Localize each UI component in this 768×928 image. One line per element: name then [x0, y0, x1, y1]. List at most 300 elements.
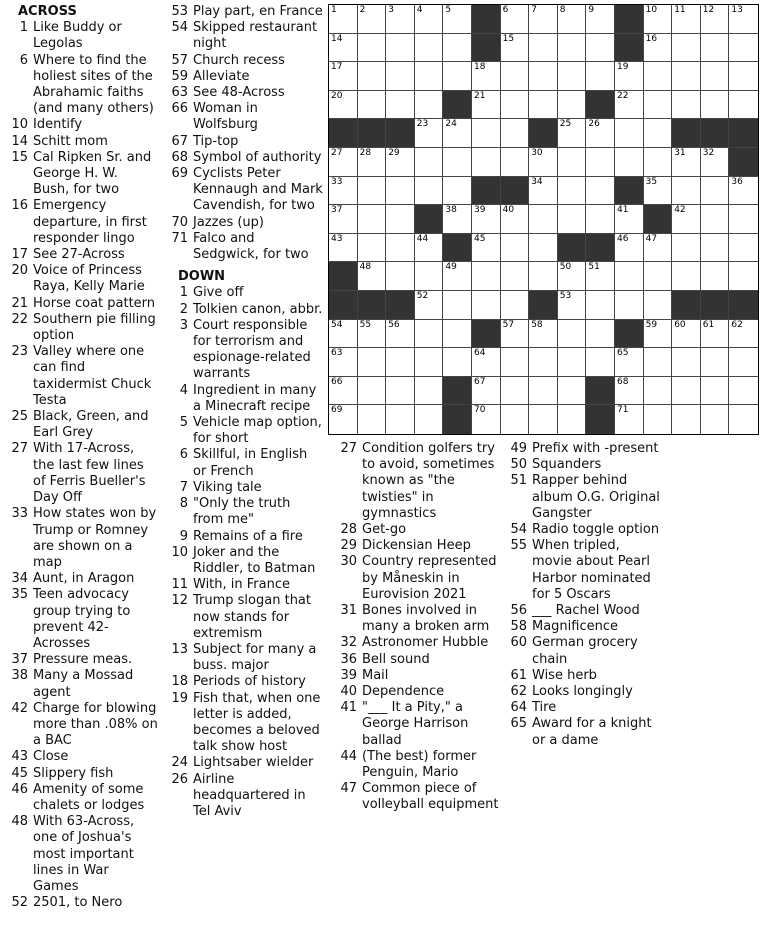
grid-cell[interactable]	[729, 62, 758, 91]
clue-text: Fish that, when one letter is added, becomes a beloved talk show host	[193, 690, 321, 755]
clue-number: 37	[11, 652, 28, 668]
across-clue-23[interactable]	[6, 344, 158, 409]
grid-cell[interactable]	[729, 320, 758, 349]
grid-cell[interactable]	[443, 177, 472, 206]
across-clue-69[interactable]	[166, 166, 324, 215]
grid-cell[interactable]	[501, 119, 530, 148]
across-clue-25[interactable]	[6, 409, 158, 441]
grid-cell[interactable]	[558, 291, 587, 320]
grid-cell[interactable]	[529, 5, 558, 34]
grid-cell[interactable]	[472, 377, 501, 406]
grid-cell[interactable]	[644, 34, 673, 63]
across-clue-45[interactable]	[6, 766, 158, 782]
grid-cell[interactable]	[329, 348, 358, 377]
grid-cell[interactable]	[329, 34, 358, 63]
grid-cell[interactable]	[415, 177, 444, 206]
across-clue-33[interactable]	[6, 506, 158, 571]
grid-cell[interactable]	[501, 377, 530, 406]
clue-number: 4	[179, 382, 188, 398]
grid-cell[interactable]	[358, 320, 387, 349]
grid-cell[interactable]	[358, 177, 387, 206]
grid-cell[interactable]	[386, 262, 415, 291]
grid-cell[interactable]	[329, 205, 358, 234]
grid-cell[interactable]	[415, 91, 444, 120]
grid-cell[interactable]	[558, 177, 587, 206]
grid-cell[interactable]	[529, 91, 558, 120]
grid-cell[interactable]	[443, 262, 472, 291]
down-clue-54[interactable]	[505, 522, 663, 538]
grid-cell[interactable]	[672, 177, 701, 206]
grid-cell[interactable]	[729, 34, 758, 63]
grid-cell[interactable]	[358, 91, 387, 120]
across-clue-67[interactable]	[166, 134, 324, 150]
grid-cell[interactable]	[586, 205, 615, 234]
down-clue-50[interactable]	[505, 457, 663, 473]
grid-cell[interactable]	[672, 91, 701, 120]
grid-cell[interactable]	[672, 62, 701, 91]
down-clue-13[interactable]	[166, 642, 324, 674]
grid-cell[interactable]	[701, 377, 730, 406]
across-clue-46[interactable]	[6, 782, 158, 814]
grid-cell[interactable]	[358, 348, 387, 377]
down-clue-24[interactable]	[166, 755, 324, 771]
grid-cell[interactable]	[386, 320, 415, 349]
grid-cell[interactable]	[472, 62, 501, 91]
grid-cell[interactable]	[701, 234, 730, 263]
grid-cell[interactable]	[472, 405, 501, 434]
grid-cell[interactable]	[358, 148, 387, 177]
clue-text: Skipped restaurant night	[193, 20, 318, 52]
down-clue-18[interactable]	[166, 674, 324, 690]
cell-number: 56	[388, 319, 400, 330]
grid-cell[interactable]	[701, 262, 730, 291]
grid-cell[interactable]	[472, 205, 501, 234]
grid-cell[interactable]	[386, 62, 415, 91]
grid-cell[interactable]	[386, 177, 415, 206]
grid-cell[interactable]	[615, 291, 644, 320]
grid-cell[interactable]	[501, 291, 530, 320]
grid-cell[interactable]	[672, 34, 701, 63]
grid-cell[interactable]	[701, 34, 730, 63]
clue-number: 27	[11, 441, 28, 457]
grid-cell[interactable]	[644, 62, 673, 91]
grid-cell[interactable]	[644, 177, 673, 206]
grid-cell[interactable]	[701, 348, 730, 377]
grid-cell[interactable]	[701, 405, 730, 434]
grid-cell[interactable]	[472, 291, 501, 320]
down-clue-26[interactable]	[166, 772, 324, 821]
grid-cell[interactable]	[644, 234, 673, 263]
grid-cell[interactable]	[415, 405, 444, 434]
grid-cell[interactable]	[701, 205, 730, 234]
grid-cell[interactable]	[586, 5, 615, 34]
grid-cell[interactable]	[558, 91, 587, 120]
down-clue-11[interactable]	[166, 577, 324, 593]
grid-cell[interactable]	[501, 405, 530, 434]
clue-text: Schitt mom	[33, 133, 108, 149]
grid-cell[interactable]	[443, 291, 472, 320]
grid-cell[interactable]	[386, 377, 415, 406]
grid-cell[interactable]	[386, 148, 415, 177]
grid-cell[interactable]	[415, 291, 444, 320]
grid-cell[interactable]	[644, 91, 673, 120]
grid-cell[interactable]	[672, 262, 701, 291]
grid-cell[interactable]	[386, 234, 415, 263]
grid-cell[interactable]	[558, 148, 587, 177]
grid-cell[interactable]	[615, 148, 644, 177]
down-heading: DOWN	[178, 269, 226, 285]
down-clue-41[interactable]	[335, 700, 503, 749]
grid-cell[interactable]	[529, 377, 558, 406]
grid-cell[interactable]	[501, 148, 530, 177]
grid-cell[interactable]	[358, 5, 387, 34]
across-clue-42[interactable]	[6, 701, 158, 750]
grid-cell[interactable]	[586, 148, 615, 177]
grid-cell[interactable]	[672, 377, 701, 406]
down-clue-8[interactable]	[166, 496, 324, 528]
grid-cell[interactable]	[644, 405, 673, 434]
grid-cell[interactable]	[415, 262, 444, 291]
across-clue-35[interactable]	[6, 587, 158, 652]
grid-cell[interactable]	[701, 148, 730, 177]
down-clue-27[interactable]	[335, 441, 503, 522]
cell-number: 22	[617, 90, 629, 101]
down-clue-62[interactable]	[505, 684, 663, 700]
grid-cell[interactable]	[586, 348, 615, 377]
down-clue-list-continued-2	[505, 441, 663, 749]
grid-cell[interactable]	[558, 377, 587, 406]
grid-cell[interactable]	[529, 34, 558, 63]
grid-cell[interactable]	[672, 348, 701, 377]
grid-cell[interactable]	[529, 348, 558, 377]
grid-cell[interactable]	[729, 262, 758, 291]
down-clue-55[interactable]	[505, 538, 663, 603]
grid-cell[interactable]	[615, 119, 644, 148]
grid-cell[interactable]	[529, 205, 558, 234]
grid-cell[interactable]	[358, 262, 387, 291]
grid-cell[interactable]	[329, 177, 358, 206]
down-clue-65[interactable]	[505, 716, 663, 748]
grid-cell[interactable]	[672, 148, 701, 177]
black-square	[615, 5, 644, 34]
grid-cell[interactable]	[529, 262, 558, 291]
black-square	[615, 177, 644, 206]
grid-cell[interactable]	[443, 5, 472, 34]
black-square	[501, 177, 530, 206]
grid-cell[interactable]	[701, 91, 730, 120]
across-clue-14[interactable]	[6, 134, 158, 150]
grid-cell[interactable]	[443, 119, 472, 148]
grid-cell[interactable]	[586, 320, 615, 349]
grid-cell[interactable]	[443, 62, 472, 91]
across-clue-38[interactable]	[6, 668, 158, 700]
grid-cell[interactable]	[529, 62, 558, 91]
clue-text: Cyclists Peter Kennaugh and Mark Cavendish, for two	[193, 166, 323, 214]
across-clue-34[interactable]	[6, 571, 158, 587]
grid-cell[interactable]	[501, 34, 530, 63]
grid-cell[interactable]	[472, 234, 501, 263]
down-clue-5[interactable]	[166, 415, 324, 447]
grid-cell[interactable]	[558, 205, 587, 234]
across-clue-70[interactable]	[166, 215, 324, 231]
grid-cell[interactable]	[729, 234, 758, 263]
across-clue-48[interactable]	[6, 814, 158, 895]
grid-cell[interactable]	[586, 177, 615, 206]
grid-cell[interactable]	[729, 91, 758, 120]
across-clue-10[interactable]	[6, 117, 158, 133]
down-clue-29[interactable]	[335, 538, 503, 554]
grid-cell[interactable]	[415, 348, 444, 377]
across-clue-6[interactable]	[6, 53, 158, 118]
grid-cell[interactable]	[443, 348, 472, 377]
grid-cell[interactable]	[558, 320, 587, 349]
clue-text: "Only the truth from me"	[193, 496, 291, 528]
grid-cell[interactable]	[615, 405, 644, 434]
down-clue-40[interactable]	[335, 684, 503, 700]
across-clue-22[interactable]	[6, 312, 158, 344]
grid-cell[interactable]	[615, 234, 644, 263]
grid-cell[interactable]	[443, 205, 472, 234]
grid-cell[interactable]	[501, 205, 530, 234]
grid-cell[interactable]	[472, 91, 501, 120]
across-clue-54[interactable]	[166, 20, 324, 52]
across-clue-63[interactable]	[166, 85, 324, 101]
down-clue-56[interactable]	[505, 603, 663, 619]
down-clue-36[interactable]	[335, 652, 503, 668]
clue-number: 68	[171, 149, 188, 165]
grid-cell[interactable]	[644, 119, 673, 148]
grid-cell[interactable]	[529, 148, 558, 177]
clue-text: Ingredient in many a Minecraft recipe	[193, 382, 317, 414]
grid-cell[interactable]	[415, 234, 444, 263]
across-clue-37[interactable]	[6, 652, 158, 668]
clue-number: 32	[340, 635, 357, 651]
grid-cell[interactable]	[729, 177, 758, 206]
cell-number: 23	[416, 119, 429, 130]
clue-text: Give off	[193, 285, 244, 301]
grid-cell[interactable]	[558, 405, 587, 434]
grid-cell[interactable]	[672, 5, 701, 34]
grid-cell[interactable]	[558, 119, 587, 148]
down-clue-64[interactable]	[505, 700, 663, 716]
clue-text: Astronomer Hubble	[362, 635, 489, 651]
across-clue-59[interactable]	[166, 69, 324, 85]
grid-cell[interactable]	[701, 5, 730, 34]
grid-cell[interactable]	[615, 262, 644, 291]
grid-cell[interactable]	[501, 5, 530, 34]
grid-cell[interactable]	[501, 262, 530, 291]
grid-cell[interactable]	[615, 91, 644, 120]
grid-cell[interactable]	[701, 62, 730, 91]
across-clue-21[interactable]	[6, 296, 158, 312]
grid-cell[interactable]	[415, 377, 444, 406]
grid-cell[interactable]	[472, 262, 501, 291]
grid-cell[interactable]	[443, 34, 472, 63]
grid-cell[interactable]	[386, 5, 415, 34]
grid-cell[interactable]	[415, 320, 444, 349]
cell-number: 14	[331, 33, 343, 44]
clue-number: 14	[11, 133, 28, 149]
grid-cell[interactable]	[329, 148, 358, 177]
clue-number: 23	[11, 344, 28, 360]
down-clue-32[interactable]	[335, 635, 503, 651]
grid-cell[interactable]	[358, 34, 387, 63]
grid-cell[interactable]	[644, 348, 673, 377]
grid-cell[interactable]	[644, 320, 673, 349]
grid-cell[interactable]	[415, 148, 444, 177]
across-clue-27[interactable]	[6, 441, 158, 506]
grid-cell[interactable]	[615, 377, 644, 406]
down-clue-47[interactable]	[335, 781, 503, 813]
grid-cell[interactable]	[701, 320, 730, 349]
across-clue-66[interactable]	[166, 101, 324, 133]
grid-cell[interactable]	[415, 34, 444, 63]
grid-cell[interactable]	[729, 377, 758, 406]
across-clue-53[interactable]	[166, 4, 324, 20]
grid-cell[interactable]	[329, 91, 358, 120]
grid-cell[interactable]	[586, 291, 615, 320]
grid-cell[interactable]	[558, 348, 587, 377]
down-clue-19[interactable]	[166, 691, 324, 756]
down-clue-44[interactable]	[335, 749, 503, 781]
grid-cell[interactable]	[644, 291, 673, 320]
grid-cell[interactable]	[729, 405, 758, 434]
grid-cell[interactable]	[586, 262, 615, 291]
grid-cell[interactable]	[329, 405, 358, 434]
grid-cell[interactable]	[729, 5, 758, 34]
grid-cell[interactable]	[586, 62, 615, 91]
grid-cell[interactable]	[358, 205, 387, 234]
grid-cell[interactable]	[386, 205, 415, 234]
down-clue-3[interactable]	[166, 318, 324, 383]
grid-cell[interactable]	[415, 119, 444, 148]
down-clue-61[interactable]	[505, 668, 663, 684]
grid-cell[interactable]	[329, 320, 358, 349]
grid-cell[interactable]	[529, 405, 558, 434]
grid-cell[interactable]	[529, 320, 558, 349]
clue-number: 44	[340, 748, 357, 764]
grid-cell[interactable]	[329, 5, 358, 34]
grid-cell[interactable]	[443, 148, 472, 177]
down-clue-7[interactable]	[166, 480, 324, 496]
clue-text: Court responsible for terrorism and espionage-related warrants	[193, 317, 311, 382]
grid-cell[interactable]	[672, 320, 701, 349]
down-clue-51[interactable]	[505, 473, 663, 522]
down-clue-4[interactable]	[166, 383, 324, 415]
grid-cell[interactable]	[644, 148, 673, 177]
grid-cell[interactable]	[329, 62, 358, 91]
clue-text: Play part, en France	[193, 4, 323, 19]
grid-cell[interactable]	[529, 177, 558, 206]
grid-cell[interactable]	[644, 262, 673, 291]
grid-cell[interactable]	[586, 119, 615, 148]
grid-cell[interactable]	[729, 205, 758, 234]
grid-cell[interactable]	[501, 234, 530, 263]
down-clue-39[interactable]	[335, 668, 503, 684]
grid-cell[interactable]	[501, 348, 530, 377]
grid-cell[interactable]	[358, 377, 387, 406]
grid-cell[interactable]	[672, 405, 701, 434]
down-clue-1[interactable]	[166, 285, 324, 301]
clue-number: 20	[11, 263, 28, 279]
grid-cell[interactable]	[644, 5, 673, 34]
grid-cell[interactable]	[501, 62, 530, 91]
grid-cell[interactable]	[558, 5, 587, 34]
cell-number: 20	[331, 90, 343, 101]
across-clue-43[interactable]	[6, 749, 158, 765]
across-clue-15[interactable]	[6, 150, 158, 199]
down-clue-49[interactable]	[505, 441, 663, 457]
across-clue-20[interactable]	[6, 263, 158, 295]
across-clue-52[interactable]	[6, 895, 158, 911]
grid-cell[interactable]	[329, 234, 358, 263]
down-clue-31[interactable]	[335, 603, 503, 635]
across-clue-68[interactable]	[166, 150, 324, 166]
grid-cell[interactable]	[558, 34, 587, 63]
grid-cell[interactable]	[615, 205, 644, 234]
grid-cell[interactable]	[472, 119, 501, 148]
cell-number: 11	[674, 5, 686, 15]
black-square	[615, 34, 644, 63]
across-clue-71[interactable]	[166, 231, 324, 263]
grid-cell[interactable]	[358, 62, 387, 91]
grid-cell[interactable]	[558, 62, 587, 91]
down-clue-2[interactable]	[166, 302, 324, 318]
grid-cell[interactable]	[386, 34, 415, 63]
grid-cell[interactable]	[472, 148, 501, 177]
grid-cell[interactable]	[415, 5, 444, 34]
grid-cell[interactable]	[672, 205, 701, 234]
grid-cell[interactable]	[329, 377, 358, 406]
grid-cell[interactable]	[558, 262, 587, 291]
grid-cell[interactable]	[501, 91, 530, 120]
cell-number: 10	[645, 5, 658, 15]
down-clue-12[interactable]	[166, 593, 324, 642]
grid-cell[interactable]	[729, 348, 758, 377]
grid-cell[interactable]	[358, 234, 387, 263]
grid-cell[interactable]	[672, 234, 701, 263]
across-clue-17[interactable]	[6, 247, 158, 263]
grid-cell[interactable]	[443, 320, 472, 349]
grid-cell[interactable]	[386, 405, 415, 434]
grid-cell[interactable]	[386, 348, 415, 377]
down-clue-60[interactable]	[505, 635, 663, 667]
grid-cell[interactable]	[386, 91, 415, 120]
grid-cell[interactable]	[615, 62, 644, 91]
across-clue-16[interactable]	[6, 198, 158, 247]
grid-cell[interactable]	[615, 348, 644, 377]
cell-number: 71	[617, 405, 629, 416]
grid-cell[interactable]	[586, 34, 615, 63]
down-clue-30[interactable]	[335, 554, 503, 603]
grid-cell[interactable]	[501, 320, 530, 349]
down-clue-9[interactable]	[166, 529, 324, 545]
across-clue-1[interactable]	[6, 20, 158, 52]
grid-cell[interactable]	[529, 234, 558, 263]
grid-cell[interactable]	[358, 405, 387, 434]
down-clue-6[interactable]	[166, 447, 324, 479]
grid-cell[interactable]	[415, 62, 444, 91]
grid-cell[interactable]	[644, 377, 673, 406]
grid-cell[interactable]	[701, 177, 730, 206]
clue-number: 64	[510, 700, 527, 716]
grid-cell[interactable]	[472, 348, 501, 377]
down-clue-10[interactable]	[166, 545, 324, 577]
down-clue-58[interactable]	[505, 619, 663, 635]
clue-text: German grocery chain	[532, 635, 638, 667]
across-clue-57[interactable]	[166, 53, 324, 69]
down-clue-28[interactable]	[335, 522, 503, 538]
